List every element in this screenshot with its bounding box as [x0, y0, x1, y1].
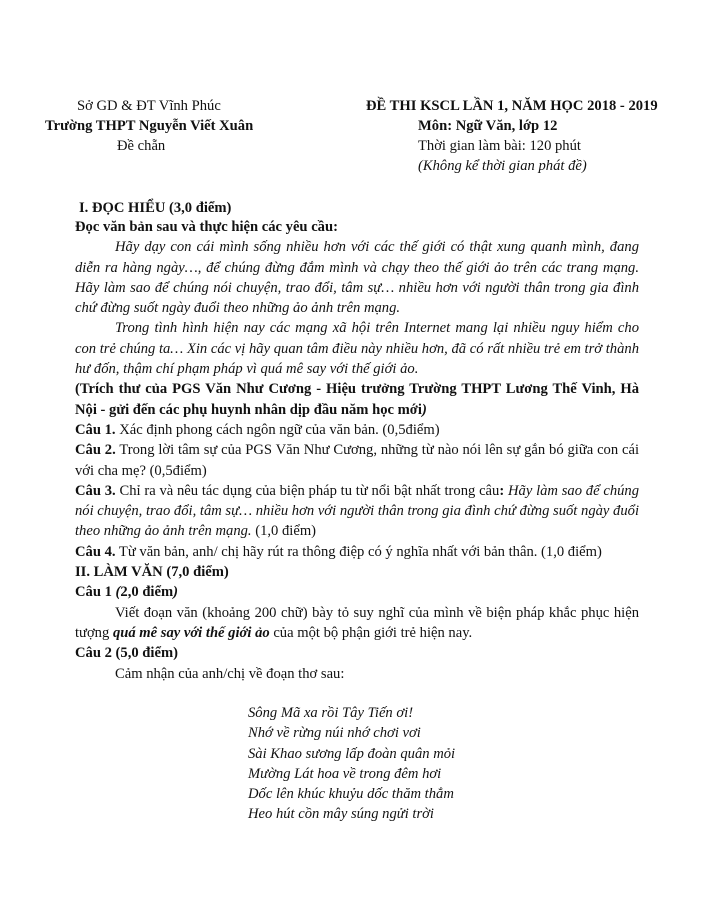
exam-version: Đề chẵn [117, 138, 166, 154]
question-3-label: Câu 3. [75, 482, 116, 499]
exam-subject: Môn: Ngữ Văn, lớp 12 [418, 118, 558, 134]
question-1-text: Xác định phong cách ngôn ngữ của văn bản. (0,5điểm) [115, 421, 440, 438]
exam-duration: Thời gian làm bài: 120 phút [418, 138, 581, 154]
question-4 [75, 542, 639, 562]
question-3-text: Chỉ ra và nêu tác dụng của biện pháp tu từ nổi bật nhất trong câu [115, 482, 500, 499]
exam-title: ĐỀ THI KSCL LẦN 1, NĂM HỌC 2018 - 2019 [366, 98, 658, 114]
question-4-text: Từ văn bản, anh/ chị hãy rút ra thông điệp có ý nghĩa nhất với bản thân. (1,0 điểm) [115, 543, 602, 560]
question-3-colon: : [499, 482, 505, 499]
essay-question-1-heading [75, 582, 639, 602]
question-4-label: Câu 4. [75, 543, 116, 560]
passage-paragraph-2: Trong tình hình hiện nay các mạng xã hội trên Internet mang lại nhiều nguy hiểm cho con trẻ chúng ta… Xin các vị hãy quan tâm điều này nhiều hơn, đã có rất nhiều trẻ em trở thành hư đốn, thậm chí phạm pháp vì quá mê say với thế giới ảo. [75, 320, 639, 378]
part1-instruction: Đọc văn bản sau và thực hiện các yêu cầu: [75, 219, 338, 235]
school-name: Trường THPT Nguyễn Viết Xuân [45, 118, 254, 134]
poem-line: Dốc lên khúc khuỷu dốc thăm thẳm [248, 786, 454, 803]
question-2-label: Câu 2. [75, 442, 116, 459]
essay-question-1-label: Câu 1 [75, 584, 116, 601]
question-1-label: Câu 1. [75, 421, 116, 438]
essay-question-1-points: 2,0 điểm [120, 584, 174, 601]
essay-question-1-open: ( [115, 584, 121, 601]
passage-source-close: ) [421, 401, 427, 418]
essay-question-1-text-b: của một bộ phận giới trẻ hiện nay. [269, 624, 473, 641]
essay-question-2-text: Cảm nhận của anh/chị về đoạn thơ sau: [115, 665, 345, 682]
question-2 [75, 440, 639, 481]
part1-body [75, 217, 639, 684]
passage-paragraph-1: Hãy dạy con cái mình sống nhiều hơn với các thế giới có thật xung quanh mình, đang diễn ra hàng ngày…, để chúng đừng đắm mình và chạy theo thế giới ảo trên các trang mạng. Hãy làm sao để chúng nói chuyện, trao đổi, tâm sự… nhiều hơn với người thân trong gia đình chứ đừng suốt ngày đuổi theo những ảo ảnh trên mạng. [75, 239, 639, 317]
part1-heading: I. ĐỌC HIỂU (3,0 điểm) [79, 200, 232, 216]
question-3 [75, 481, 639, 542]
essay-question-1-text [75, 603, 639, 644]
department-name: Sở GD & ĐT Vĩnh Phúc [77, 98, 221, 114]
question-3-points: (1,0 điểm) [251, 523, 317, 540]
poem-line: Sông Mã xa rồi Tây Tiến ơi! [248, 705, 414, 721]
poem-line: Heo hút cồn mây súng ngửi trời [248, 806, 434, 823]
essay-question-2-heading: Câu 2 (5,0 điểm) [75, 645, 178, 662]
question-3-quote: Hãy làm sao để chúng nói chuyện, trao đổi, tâm sự… nhiều hơn với người thân trong gia đình chứ đừng suốt ngày đuổi theo những ảo ảnh trên mạng. [75, 482, 640, 540]
essay-question-1-emphasis: quá mê say với thế giới ảo [112, 624, 270, 641]
part2-heading: II. LÀM VĂN (7,0 điểm) [75, 564, 229, 581]
poem-line: Nhớ về rừng núi nhớ chơi vơi [248, 725, 421, 742]
question-1 [75, 420, 639, 440]
passage-source-text: (Trích thư của PGS Văn Như Cương - Hiệu trưởng Trường THPT Lương Thế Vinh, Hà Nội - gửi đến các phụ huynh nhân dịp đầu năm học mới [75, 381, 639, 418]
poem-line: Sài Khao sương lấp đoàn quân mỏi [248, 745, 456, 762]
exam-duration-note: (Không kể thời gian phát đề) [418, 158, 587, 174]
question-2-text: Trong lời tâm sự của PGS Văn Như Cương, những từ nào nói lên sự gắn bó giữa con cái với cha mẹ? (0,5điểm) [75, 442, 639, 479]
poem [248, 703, 455, 825]
passage-source [75, 379, 639, 420]
essay-question-1-text-a: Viết đoạn văn (khoảng 200 chữ) bày tỏ suy nghĩ của mình về biện pháp khắc phục hiện tượng [75, 604, 639, 641]
poem-line: Mường Lát hoa về trong đêm hơi [248, 765, 442, 782]
essay-question-1-close: ) [173, 584, 178, 601]
